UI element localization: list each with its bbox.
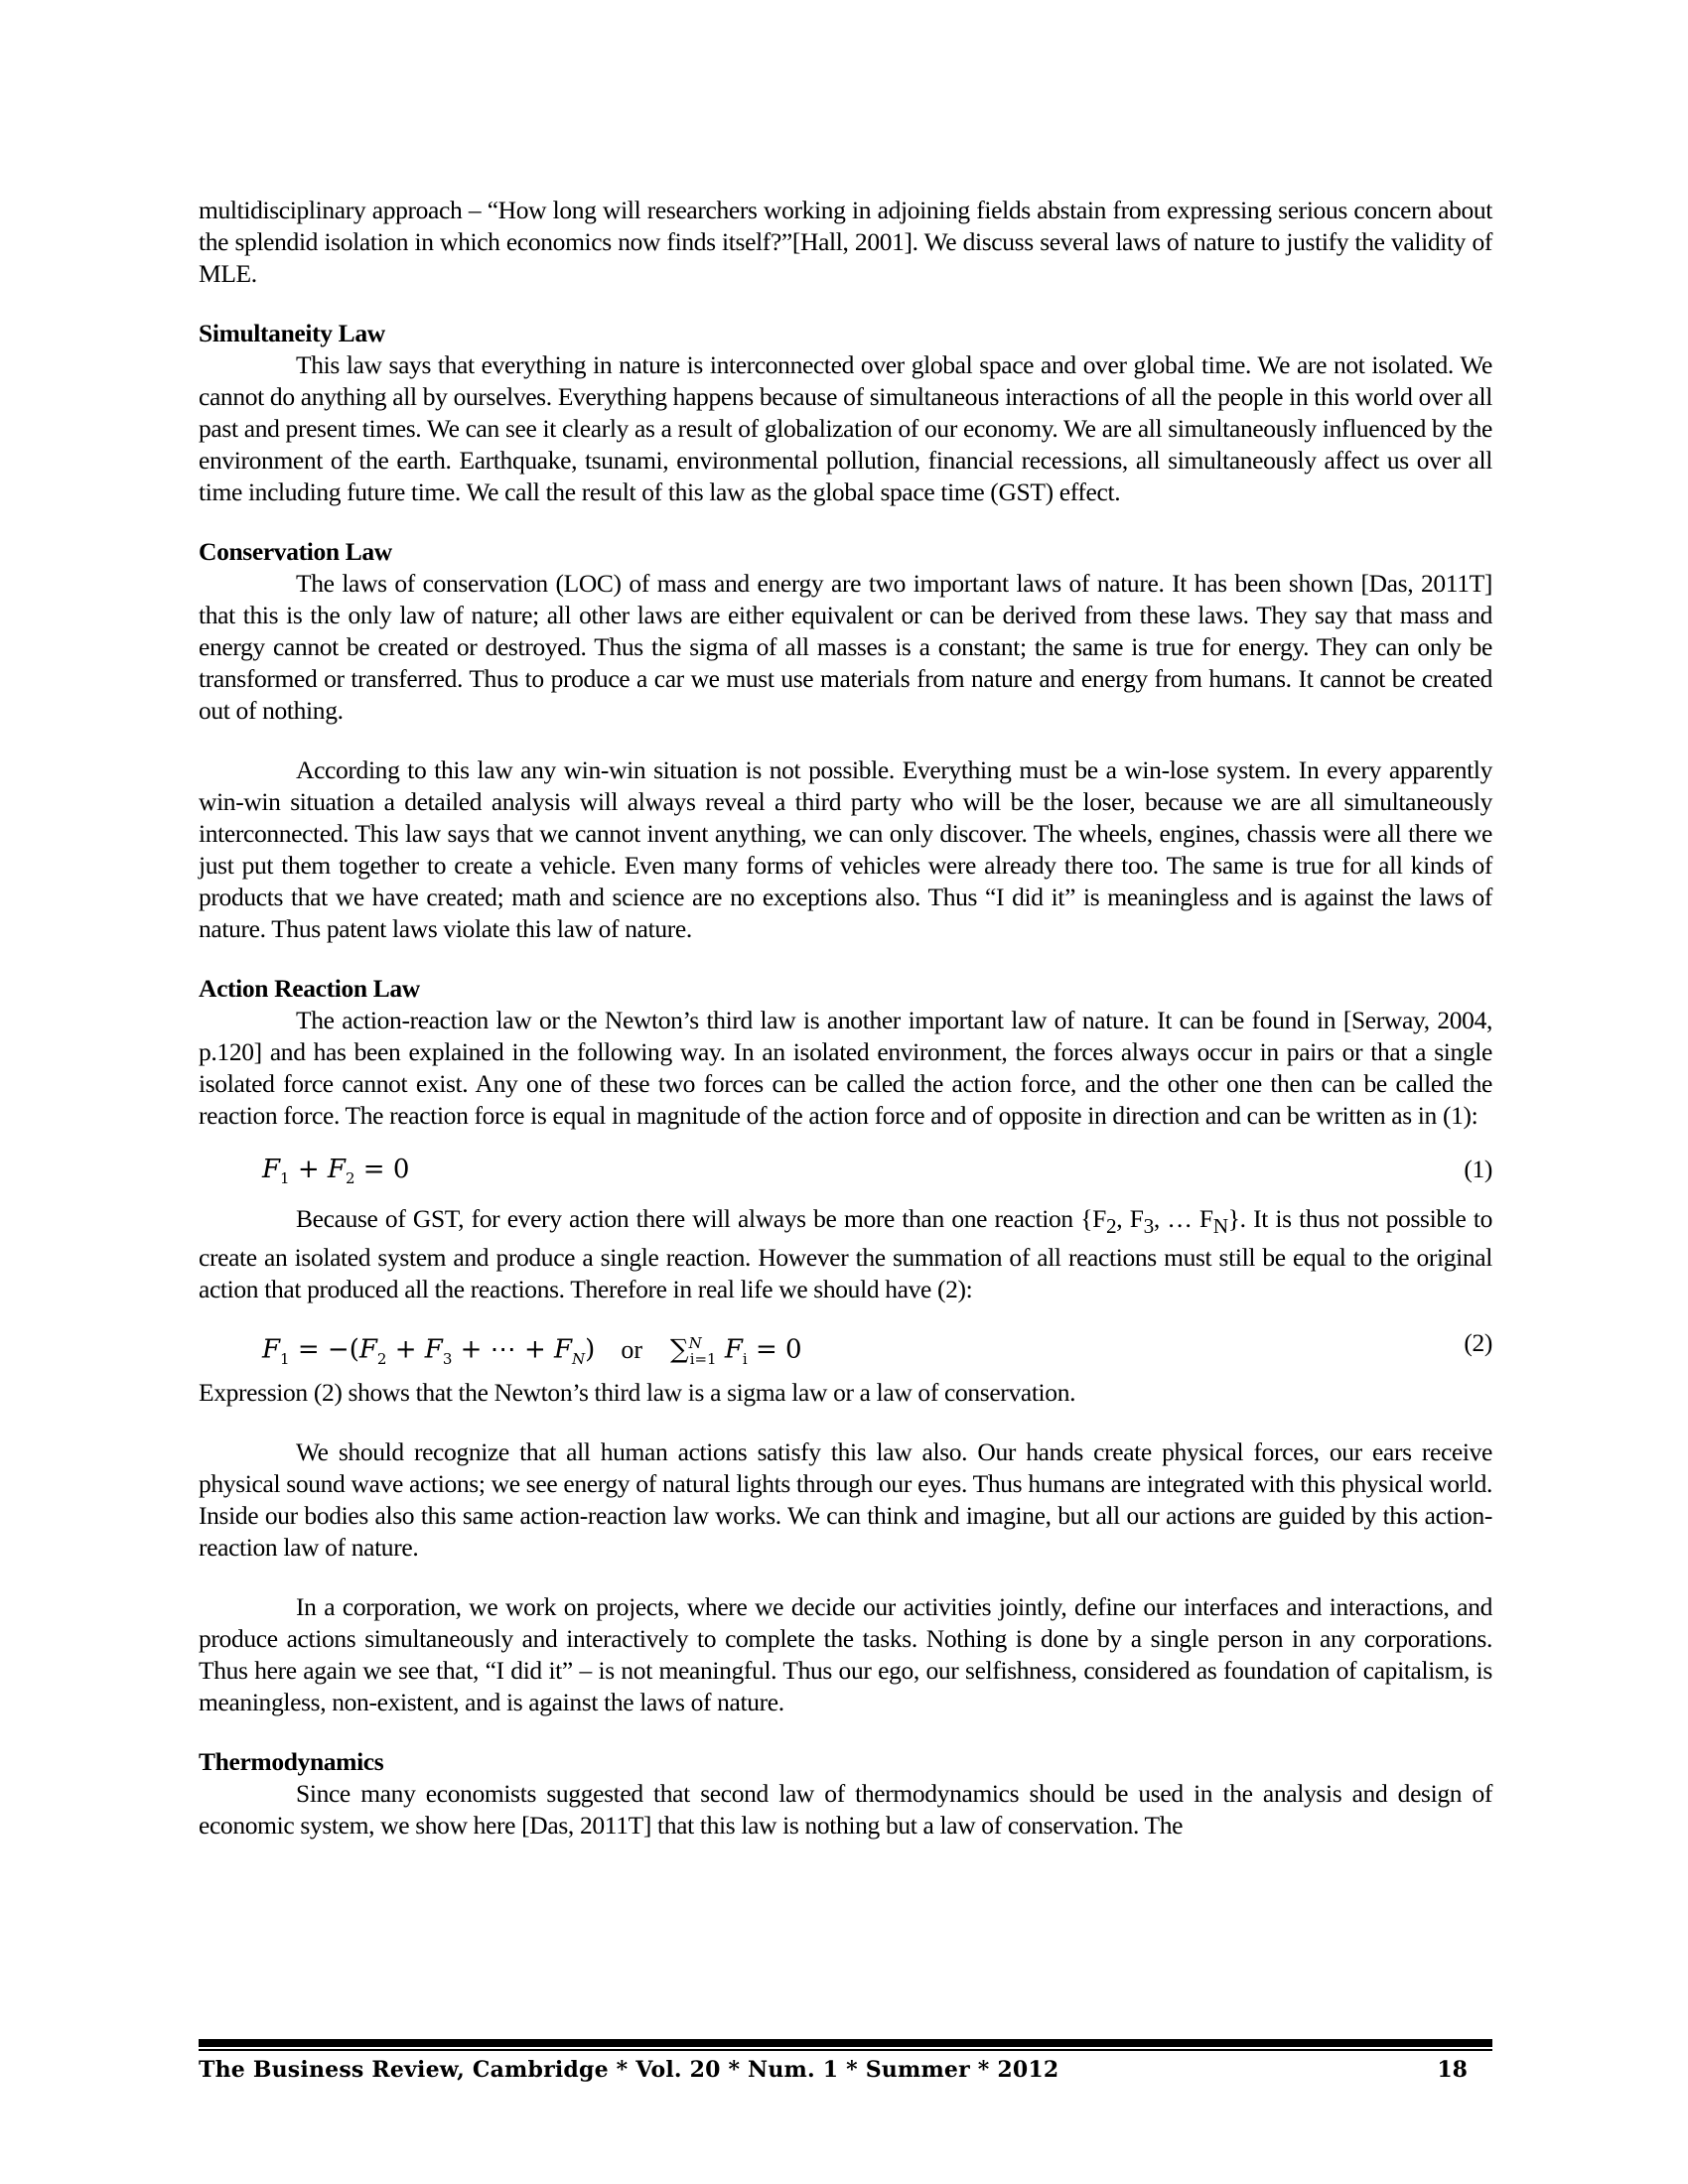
footer-rule-thin: [199, 2049, 1492, 2051]
body-text: [199, 195, 1492, 1842]
simultaneity-paragraph: This law says that everything in nature is interconnected over global space and over global time. We are not isolated. We cannot do anything all by ourselves. Everything happens because of simultaneous interactions of all the people in this world over all past and present times. We can see it clearly as a result of globalization of our economy. We are all simultaneously influenced by the environment of the earth. Earthquake, tsunami, environmental pollution, financial recessions, all simultaneously affect us over all time including future time. We call the result of this law as the global space time (GST) effect.: [199, 350, 1492, 506]
section-heading-simultaneity: Simultaneity Law: [199, 319, 385, 347]
section-heading-action-reaction: Action Reaction Law: [199, 974, 420, 1003]
thermodynamics-paragraph: Since many economists suggested that second law of thermodynamics should be used in the analysis and design of economic system, we show here [Das, 2011T] that this law is nothing but a law of conservation. The: [199, 1779, 1492, 1841]
equation-1: [199, 1144, 1492, 1195]
equation-2-number: (2): [1464, 1328, 1492, 1358]
action-reaction-paragraph-1: The action-reaction law or the Newton’s third law is another important law of nature. It can be found in [Serway, 2004, p.120] and has been explained in the following way. In an isolated environment, the forces always occur in pairs or that a single isolated force cannot exist. Any one of these two forces can be called the action force, and the other one then can be called the reaction force. The reaction force is equal in magnitude of the action force and of opposite in direction and can be written as in (1):: [199, 1006, 1492, 1130]
equation-2: [199, 1317, 1492, 1369]
action-reaction-paragraph-2: Because of GST, for every action there will always be more than one reaction {$F_2$, $F_3$, … $F_N$}. It is thus not possible to create an isolated system and produce a single reaction. However the summation of all reactions must still be equal to the original action that produced all the reactions. Therefore in real life we should have (2):: [199, 1204, 1492, 1304]
conservation-paragraph-2: According to this law any win-win situation is not possible. Everything must be a win-lose system. In every apparently win-win situation a detailed analysis will always reveal a third party who will be the loser, because we are all simultaneously interconnected. This law says that we cannot invent anything, we can only discover. The wheels, engines, chassis were all there we just put them together to create a vehicle. Even many forms of vehicles were already there too. The same is true for all kinds of products that we have created; math and science are no exceptions also. Thus “I did it” is meaningless and is against the laws of nature. Thus patent laws violate this law of nature.: [199, 755, 1492, 943]
equation-1-formula: $F_1 + F_2 = 0$: [262, 1155, 410, 1188]
equation-1-number: (1): [1464, 1155, 1492, 1183]
page-number: 18: [1437, 2057, 1468, 2083]
section-heading-thermodynamics: Thermodynamics: [199, 1747, 384, 1777]
equation-2-formula: $F_1 = -(F_2 + F_3$ + ⋯ + $F_N$) or ∑$^N_{i=1}$ $F_i = 0$: [262, 1334, 802, 1368]
paragraph-2-rest: }. It is thus not possible to create an isolated system and produce a single reaction. However the summation of all reactions must still be equal to the original action that produced all the reactions. Therefore in real life we should have (2):: [199, 1204, 1492, 1304]
equation-2-or: or: [621, 1334, 642, 1364]
action-reaction-paragraph-4: We should recognize that all human actions satisfy this law also. Our hands create physical forces, our ears receive physical sound wave actions; we see energy of natural lights through our eyes. Thus humans are integrated with this physical world. Inside our bodies also this same action-reaction law works. We can think and imagine, but all our actions are guided by this action-reaction law of nature.: [199, 1437, 1492, 1563]
intro-paragraph: multidisciplinary approach – “How long will researchers working in adjoining fields abstain from expressing serious concern about the splendid isolation in which economics now finds itself?”[Hall, 2001]. We discuss several laws of nature to justify the validity of MLE.: [199, 196, 1492, 288]
footer-journal-info: The Business Review, Cambridge * Vol. 20 * Num. 1 * Summer * 2012: [199, 2057, 1059, 2083]
conservation-paragraph-1: The laws of conservation (LOC) of mass and energy are two important laws of nature. It has been shown [Das, 2011T] that this is the only law of nature; all other laws are either equivalent or can be derived from these laws. They say that mass and energy cannot be created or destroyed. Thus the sigma of all masses is a constant; the same is true for energy. They can only be transformed or transferred. Thus to produce a car we must use materials from nature and energy from humans. It cannot be created out of nothing.: [199, 569, 1492, 725]
action-reaction-paragraph-3: Expression (2) shows that the Newton’s third law is a sigma law or a law of conservation.: [199, 1378, 1076, 1408]
paragraph-2-lead: Because of GST, for every action there will always be more than one reaction {F: [296, 1204, 1106, 1233]
footer-rule: [199, 2039, 1492, 2047]
action-reaction-paragraph-5: In a corporation, we work on projects, where we decide our activities jointly, define our interfaces and interactions, and produce actions simultaneously and interactively to complete the tasks. Nothing is done by a single person in any corporations. Thus here again we see that, “I did it” – is not meaningful. Thus our ego, our selfishness, considered as foundation of capitalism, is meaningless, non-existent, and is against the laws of nature.: [199, 1592, 1492, 1717]
section-heading-conservation: Conservation Law: [199, 537, 392, 566]
